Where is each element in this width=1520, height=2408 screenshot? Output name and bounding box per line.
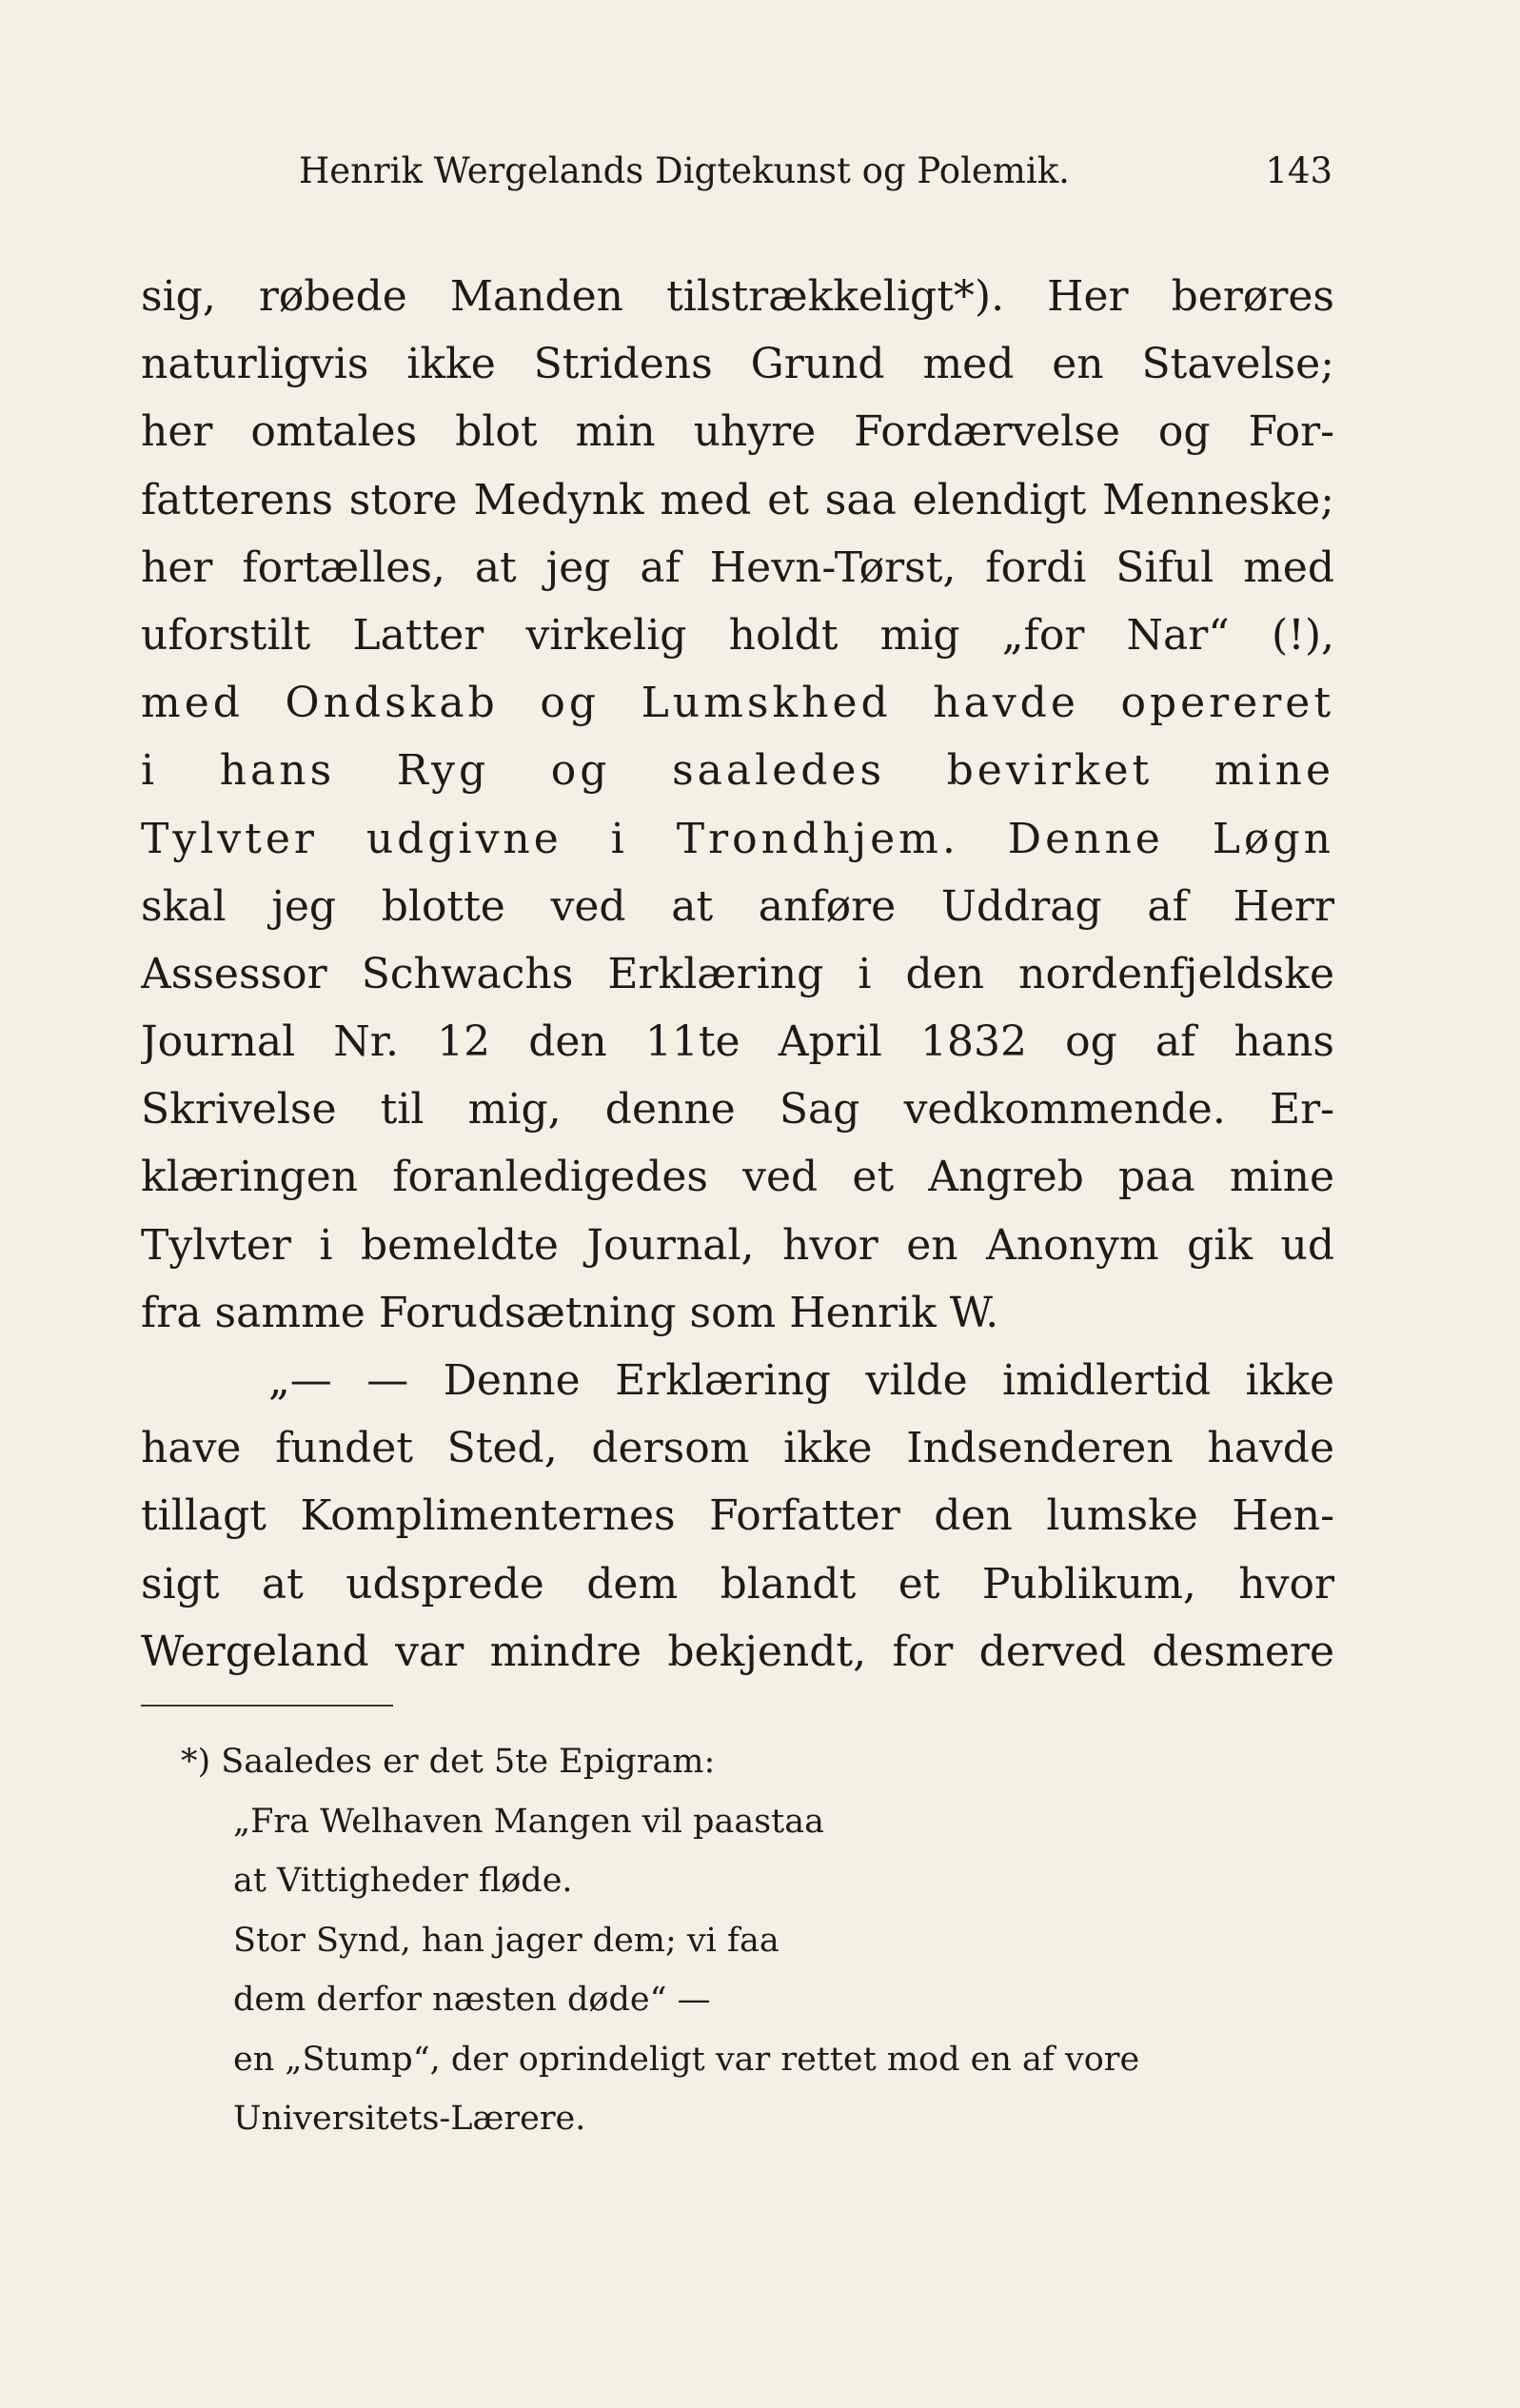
footnote [181,1732,1337,2149]
body-text [141,263,1334,1686]
text-line: uforstilt Latter virkelig holdt mig „for Nar“ (!), [141,610,1334,660]
text-line: sigt at udsprede dem blandt et Publikum, hvor [141,1559,1334,1609]
text-line: Tylvter udgivne i Trondhjem. Denne Løgn [141,814,1334,863]
page-number: 143 [1265,150,1332,191]
text-line: med Ondskab og Lumskhed havde opereret [141,679,1334,728]
text-line: Tylvter i bemeldte Journal, hvor en Anonym gik ud [141,1220,1334,1270]
text-line: Wergeland var mindre bekjendt, for derved desmere [141,1627,1334,1676]
text-line: klæringen foranledigedes ved et Angreb paa mine [141,1153,1334,1202]
text-line: her omtales blot min uhyre Fordærvelse og For- [141,407,1334,457]
text-line: „— — Denne Erklæring vilde imidlertid ikke [268,1356,1334,1405]
text-line: fatterens store Medynk med et saa elendigt Menneske; [141,475,1334,524]
text-line: sig, røbede Manden tilstrækkeligt*). Her berøres [141,272,1334,321]
footnote-divider [141,1705,393,1707]
running-head-title: Henrik Wergelands Digtekunst og Polemik. [299,150,1070,191]
text-line: have fundet Sted, dersom ikke Indsenderen havde [141,1424,1334,1473]
footnote-line: Stor Synd, han jager dem; vi faa [233,1921,780,1960]
running-head [141,143,1332,200]
text-line: tillagt Komplimenternes Forfatter den lumske Hen- [141,1491,1334,1541]
text-line: fra samme Forudsætning som Henrik W. [141,1288,999,1337]
text-line: her fortælles, at jeg af Hevn-Tørst, fordi Siful med [141,543,1334,592]
footnote-line: at Vittigheder fløde. [233,1862,573,1900]
text-line: Assessor Schwachs Erklæring i den nordenfjeldske [141,949,1334,998]
footnote-line: „Fra Welhaven Mangen vil paastaa [233,1802,824,1841]
footnote-line: dem derfor næsten døde“ — [233,1981,711,2019]
text-line: naturligvis ikke Stridens Grund med en Stavelse; [141,340,1334,389]
footnote-line: en „Stump“, der oprindeligt var rettet mod en af vore [233,2040,1140,2079]
text-line: Journal Nr. 12 den 11te April 1832 og af hans [141,1017,1334,1067]
text-line: i hans Ryg og saaledes bevirket mine [141,746,1334,796]
footnote-line: *) Saaledes er det 5te Epigram: [181,1743,716,1781]
text-line: Skrivelse til mig, denne Sag vedkommende. Er- [141,1085,1334,1135]
footnote-line: Universitets-Lærere. [233,2100,586,2138]
text-line: skal jeg blotte ved at anføre Uddrag af Herr [141,881,1334,931]
